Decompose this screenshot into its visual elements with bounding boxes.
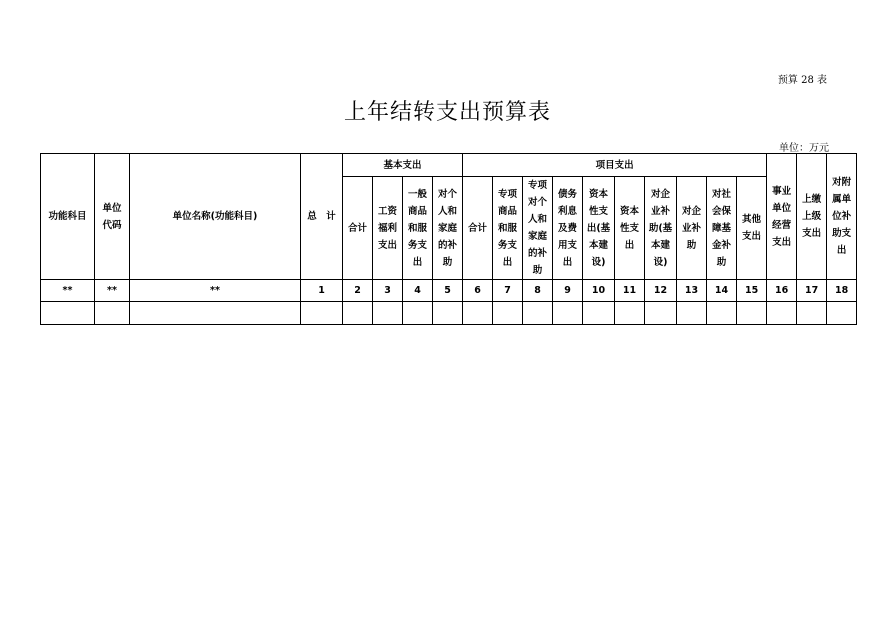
header-project-personal: 专项对个人和家庭的补助	[523, 177, 553, 280]
index-cell: 12	[645, 280, 677, 302]
index-cell: 7	[493, 280, 523, 302]
index-cell: 6	[463, 280, 493, 302]
header-project-goods: 专项商品和服务支出	[493, 177, 523, 280]
data-cell	[493, 302, 523, 325]
data-cell	[553, 302, 583, 325]
data-cell	[707, 302, 737, 325]
header-basic-group: 基本支出	[343, 154, 463, 177]
data-cell	[343, 302, 373, 325]
header-project-enterprise: 对企业补助	[677, 177, 707, 280]
header-project-group: 项目支出	[463, 154, 767, 177]
header-total: 总 计	[301, 154, 343, 280]
data-cell	[737, 302, 767, 325]
header-business-expense: 事业单位经营支出	[767, 154, 797, 280]
form-number: 预算 28 表	[777, 75, 827, 86]
index-cell: **	[95, 280, 130, 302]
header-project-social-security: 对社会保障基金补助	[707, 177, 737, 280]
header-unit-name: 单位名称(功能科目)	[130, 154, 301, 280]
index-cell: 11	[615, 280, 645, 302]
index-cell: 14	[707, 280, 737, 302]
data-row-empty	[41, 302, 857, 325]
data-cell	[403, 302, 433, 325]
index-cell: 4	[403, 280, 433, 302]
data-cell	[615, 302, 645, 325]
header-func-subject: 功能科目	[41, 154, 95, 280]
header-basic-personal: 对个人和家庭的补助	[433, 177, 463, 280]
index-cell: 16	[767, 280, 797, 302]
index-cell: 9	[553, 280, 583, 302]
index-cell: 13	[677, 280, 707, 302]
budget-table	[40, 153, 857, 325]
data-cell	[433, 302, 463, 325]
header-unit-code: 单位代码	[95, 154, 130, 280]
header-project-total: 合计	[463, 177, 493, 280]
data-cell	[373, 302, 403, 325]
index-cell: 1	[301, 280, 343, 302]
header-row-group	[41, 154, 857, 177]
index-cell: 10	[583, 280, 615, 302]
index-cell: 17	[797, 280, 827, 302]
index-cell: **	[41, 280, 95, 302]
page-title: 上年结转支出预算表	[343, 100, 551, 125]
index-cell: 18	[827, 280, 857, 302]
header-subsidiary-subsidy: 对附属单位补助支出	[827, 154, 857, 280]
data-cell	[301, 302, 343, 325]
header-project-capital-construction: 资本性支出(基本建设)	[583, 177, 615, 280]
index-cell: 8	[523, 280, 553, 302]
data-cell	[827, 302, 857, 325]
data-cell	[583, 302, 615, 325]
unit-label: 单位：万元	[779, 143, 829, 154]
data-cell	[95, 302, 130, 325]
data-cell	[797, 302, 827, 325]
header-basic-salary: 工资福利支出	[373, 177, 403, 280]
index-row	[41, 280, 857, 302]
data-cell	[41, 302, 95, 325]
header-basic-goods: 一般商品和服务支出	[403, 177, 433, 280]
data-cell	[767, 302, 797, 325]
data-cell	[645, 302, 677, 325]
header-project-capital: 资本性支出	[615, 177, 645, 280]
index-cell: 15	[737, 280, 767, 302]
index-cell: 2	[343, 280, 373, 302]
header-project-interest: 债务利息及费用支出	[553, 177, 583, 280]
index-cell: 5	[433, 280, 463, 302]
index-cell: **	[130, 280, 301, 302]
data-cell	[463, 302, 493, 325]
data-cell	[677, 302, 707, 325]
data-cell	[523, 302, 553, 325]
data-cell	[130, 302, 301, 325]
header-project-enterprise-construction: 对企业补助(基本建设)	[645, 177, 677, 280]
header-remit-superior: 上缴上级支出	[797, 154, 827, 280]
header-basic-total: 合计	[343, 177, 373, 280]
header-project-other: 其他支出	[737, 177, 767, 280]
index-cell: 3	[373, 280, 403, 302]
